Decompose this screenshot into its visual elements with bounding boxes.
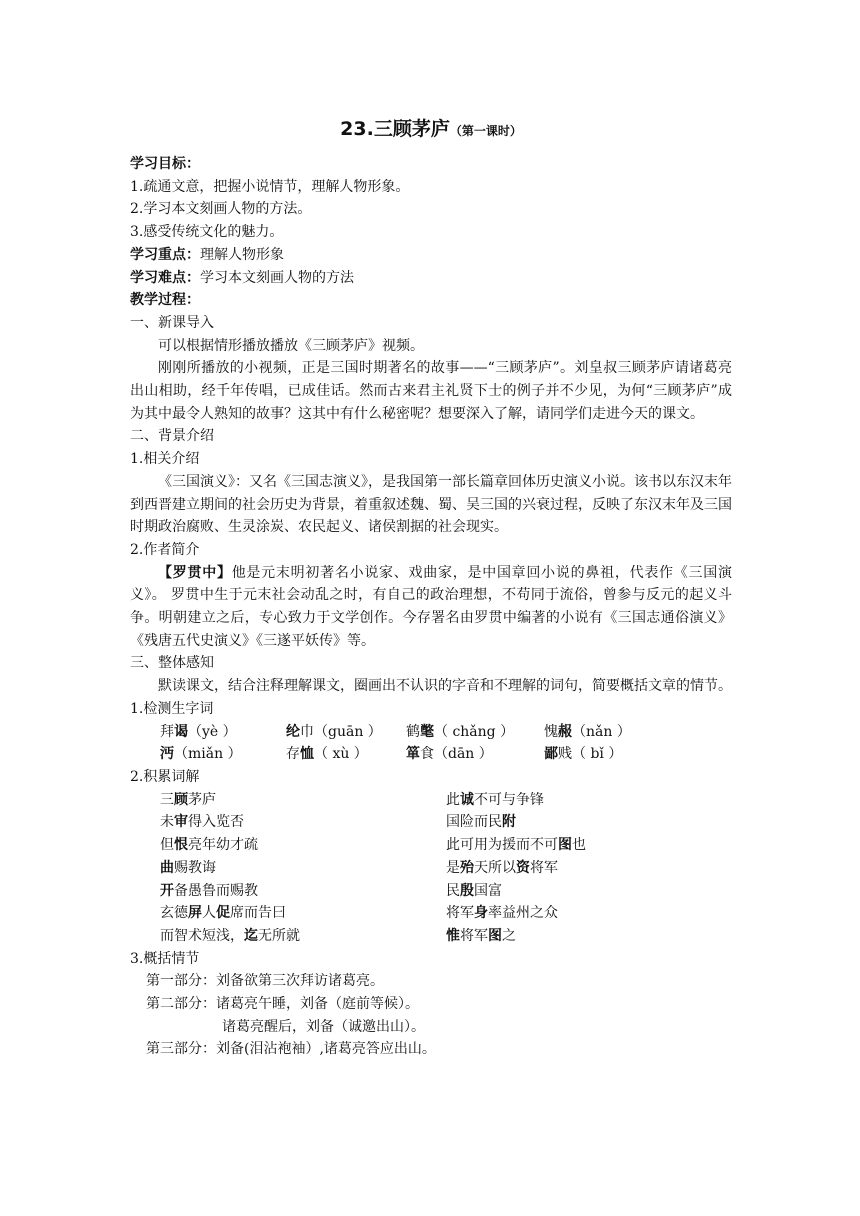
vocab-text: 三 [160,791,174,808]
plot-summary [130,970,732,1061]
objective-item: 2.学习本文刻画人物的方法。 [130,201,312,218]
vocab-item [446,789,746,812]
vocab-text: 国富 [474,882,502,899]
vocab-text: 将军 [530,859,558,876]
pinyin-word [160,721,286,744]
pinyin-word [544,721,654,744]
pinyin-text: 食（dān ） [420,746,493,763]
vocab-text: 此可用为援而不可 [446,837,558,854]
lesson-title [130,112,732,148]
key-point-text: 理解人物形象 [200,246,284,263]
key-char: 图 [488,927,502,944]
vocab-text: 赐教诲 [174,859,216,876]
lesson-title-sub: （第一课时） [449,124,522,138]
key-char: 迄 [244,927,258,944]
key-char: 资 [516,859,530,876]
target-char: 谒 [174,723,188,740]
vocab-item [446,811,746,834]
pinyin-word [406,721,544,744]
paragraph: 可以根据情形播放播放《三顾茅庐》视频。 [158,337,424,354]
plot-item: 第二部分：诸葛亮午睡，刘备（庭前等候）。 [146,996,419,1013]
vocab-text: 不可与争锋 [474,791,544,808]
key-char: 殆 [460,859,474,876]
target-char: 箪 [406,746,420,763]
vocab-text: 亮年幼才疏 [188,837,258,854]
author-paragraph [130,562,732,653]
subsection-heading: 3.概括情节 [130,950,200,967]
pinyin-text: 贱（ bǐ ） [558,746,623,763]
key-point [130,244,732,267]
author-name: 【罗贯中】 [158,564,232,581]
process-label: 教学过程： [130,292,200,309]
document-page [130,112,732,1061]
subsection-heading: 2.作者简介 [130,541,200,558]
vocab-text: 率益州之众 [488,905,558,922]
pinyin-word [286,743,406,766]
vocab-text: 也 [572,837,586,854]
vocab-text: 席而告曰 [230,905,286,922]
pinyin-text: 巾（guān ） [300,723,382,740]
target-char: 氅 [420,723,434,740]
vocab-text: 但 [160,837,174,854]
vocab-text: 玄德 [160,905,188,922]
target-char: 恤 [300,746,314,763]
vocab-text: 国险而民 [446,814,502,831]
vocab-item [446,834,746,857]
pinyin-word [160,743,286,766]
difficulty [130,267,732,290]
vocab-text: 得入览否 [188,814,244,831]
word-text: 存 [286,746,300,763]
vocab-item [446,925,746,948]
key-char: 惟 [446,927,460,944]
pinyin-text: （ xù ） [314,746,368,763]
key-char: 诚 [460,791,474,808]
vocab-item [446,857,746,880]
vocab-text: 而智术短浅， [160,927,244,944]
pinyin-word [286,721,406,744]
vocab-item [160,857,446,880]
author-text: 他是元末明初著名小说家、戏曲家，是中国章回小说的鼻祖，代表作《三国演义》。 罗贯中生于元末社会动乱之时，有自己的政治理想，不苟同于流俗，曾参与反元的起义斗争。明朝建立之后，专心致力于文学创作。今存署名由罗贯中编著的小说有《三国志通俗演义》《残唐五代史演义》《三遂平妖传》等。 [130,564,733,649]
difficulty-label: 学习难点： [130,269,200,286]
target-char: 沔 [160,746,174,763]
pinyin-word [544,743,654,766]
pinyin-text: （ chǎng ） [434,723,515,740]
key-char: 附 [502,814,516,831]
vocab-text: 将军 [446,905,474,922]
section-heading: 三、整体感知 [130,655,214,672]
vocab-item [160,834,446,857]
vocab-text: 未 [160,814,174,831]
pinyin-row [130,721,732,744]
vocab-item [160,811,446,834]
vocab-item [446,902,746,925]
vocab-item [160,789,446,812]
objective-item: 1.疏通文意，把握小说情节，理解人物形象。 [130,178,410,195]
vocab-text: 茅庐 [188,791,216,808]
pinyin-text: （nǎn ） [572,723,631,740]
vocab-item [160,880,446,903]
objectives-label: 学习目标： [130,156,200,172]
vocab-text: 民 [446,882,460,899]
section-heading: 二、背景介绍 [130,428,214,445]
key-char: 曲 [160,859,174,876]
plot-item: 第三部分：刘备(泪沾袍袖）,诸葛亮答应出山。 [146,1041,436,1058]
vocab-text: 此 [446,791,460,808]
key-char: 图 [558,837,572,854]
vocab-item [446,880,746,903]
key-char: 殷 [460,882,474,899]
word-text: 鹤 [406,723,420,740]
key-char: 屏 [188,905,202,922]
vocab-item [160,925,446,948]
word-text: 拜 [160,723,174,740]
target-char: 鄙 [544,746,558,763]
pinyin-row [130,743,732,766]
vocab-text: 天所以 [474,859,516,876]
pinyin-text: （yè ） [188,723,237,740]
key-char: 身 [474,905,488,922]
key-char: 促 [216,905,230,922]
vocab-text: 将军 [460,927,488,944]
plot-item: 第一部分：刘备欲第三次拜访诸葛亮。 [146,973,384,990]
key-char: 审 [174,814,188,831]
section-heading: 一、新课导入 [130,314,214,331]
difficulty-text: 学习本文刻画人物的方法 [200,269,354,286]
word-text: 愧 [544,723,558,740]
target-char: 纶 [286,723,300,740]
pinyin-text: （miǎn ） [174,746,242,763]
vocab-grid [130,789,732,948]
vocab-text: 人 [202,905,216,922]
paragraph: 默读课文，结合注释理解课文，圈画出不认识的字音和不理解的词句，简要概括文章的情节。 [158,678,732,695]
key-char: 恨 [174,837,188,854]
plot-item: 诸葛亮醒后，刘备（诚邀出山）。 [222,1018,425,1035]
pinyin-word [406,743,544,766]
key-char: 顾 [174,791,188,808]
vocab-text: 之 [502,927,516,944]
paragraph: 刚刚所播放的小视频，正是三国时期著名的故事——“三顾茅庐”。刘皇叔三顾茅庐请诸葛亮出山相助，经千年传唱，已成佳话。然而古来君主礼贤下士的例子并不少见，为何“三顾茅庐”成为其中最令人熟知的故事？这其中有什么秘密呢？想要深入了解，请同学们走进今天的课文。 [130,360,732,422]
vocab-text: 是 [446,859,460,876]
key-char: 开 [160,882,174,899]
subsection-heading: 2.积累词解 [130,768,200,785]
subsection-heading: 1.检测生字词 [130,700,214,717]
subsection-heading: 1.相关介绍 [130,451,200,468]
vocab-text: 备愚鲁而赐教 [174,882,258,899]
objective-item: 3.感受传统文化的魅力。 [130,224,284,241]
paragraph: 《三国演义》：又名《三国志演义》，是我国第一部长篇章回体历史演义小说。该书以东汉末年到西晋建立期间的社会历史为背景，着重叙述魏、蜀、吴三国的兴衰过程，反映了东汉末年及三国时期政治腐败、生灵涂炭、农民起义、诸侯割据的社会现实。 [130,473,732,536]
lesson-title-main: 23.三顾茅庐 [340,118,450,140]
target-char: 赧 [558,723,572,740]
vocab-item [160,902,446,925]
vocab-text: 无所就 [258,927,300,944]
key-point-label: 学习重点： [130,246,200,263]
